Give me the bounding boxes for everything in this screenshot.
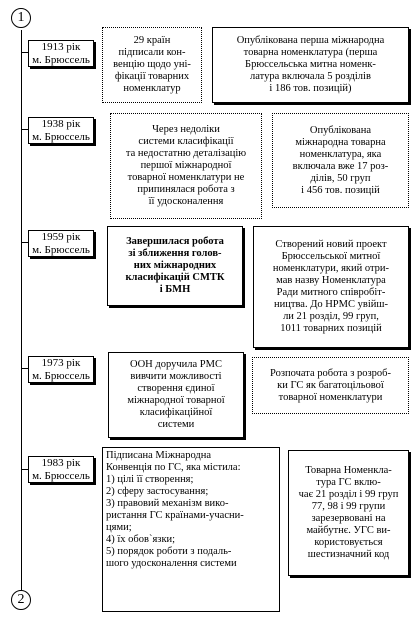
event-1973: ООН доручила РМС вивчити можливості створення єдиної міжнародної товарної класифікаційної системи [108, 352, 244, 438]
result-1938: Опублікована міжнародна товарна номенклатура, яка включала вже 17 роз- ділів, 50 груп і 456 тов. позицій [272, 113, 409, 208]
year-1973: 1973 рік м. Брюссель [28, 356, 94, 383]
event-1983: Підписана Міжнародна Конвенція по ГС, яка містила: 1) цілі її створення; 2) сферу застосування; 3) правовий механізм вико- ристання ГС країнами-учасни- цями; 4) їх обов`язки; 5) порядок роботи з подаль- шого удосконалення системи [102, 447, 280, 612]
start-marker: 1 [11, 8, 31, 28]
end-marker: 2 [11, 590, 31, 610]
result-1913: Опублікована перша міжнародна товарна номенклатура (перша Брюссельська митна номенк- латура включала 5 розділів і 186 тов. позицій) [212, 27, 409, 103]
timeline-axis [21, 30, 22, 590]
result-1983: Товарна Номенкла- тура ГС вклю- чає 21 розділ і 99 груп 77, 98 і 99 групи зарезервовані на майбутнє. УГС ви- користовується шестизначний код [288, 450, 409, 576]
event-1938: Через недоліки системи класифікації та недостатню деталізацію першої міжнародної товарної номенклатури не припинялася робота з її удосконалення [110, 113, 262, 219]
result-1959: Створений новий проект Брюссельської митної номенклатури, який отри- мав назву Номенклатура Ради митного співробіт- ництва. До НРМС увійш- ли 21 розділ, 99 груп, 1011 товарних позицій [253, 226, 409, 348]
year-1959: 1959 рік м. Брюссель [28, 230, 94, 257]
year-1913: 1913 рік м. Брюссель [28, 40, 94, 67]
year-1938: 1938 рік м. Брюссель [28, 117, 94, 144]
event-1913: 29 країн підписали кон- венцію щодо уні- фікації товарних номенклатур [102, 27, 202, 103]
event-1959: Завершилася робота зі зближення голов- них міжнародних класифікацій СМТК і БМН [107, 226, 243, 306]
result-1973: Розпочата робота з розроб- ки ГС як багатоцільової товарної номенклатури [252, 357, 409, 414]
year-1983: 1983 рік м. Брюссель [28, 456, 94, 483]
